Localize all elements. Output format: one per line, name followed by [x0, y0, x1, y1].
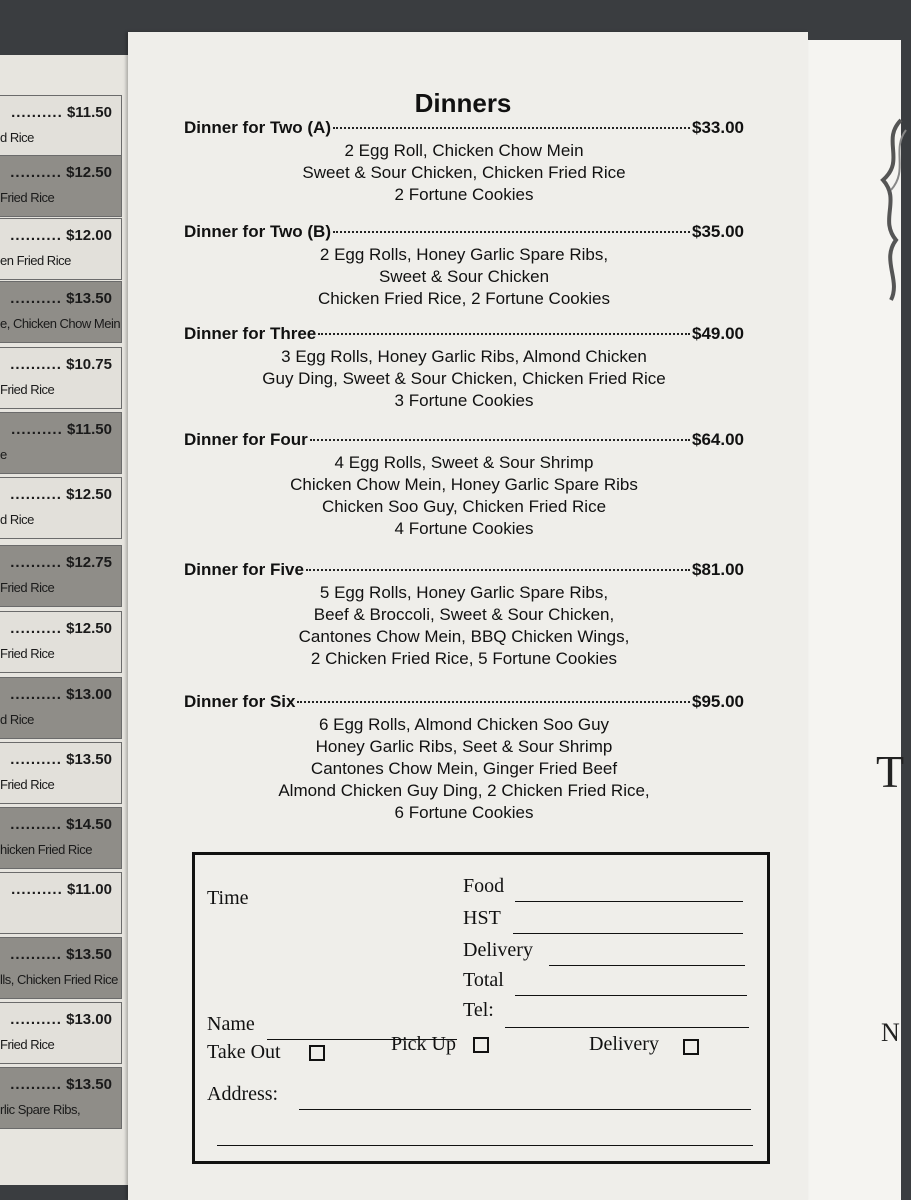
- dot-leader: ..........: [10, 554, 62, 571]
- combo-price-value: $13.50: [66, 1076, 112, 1093]
- combo-price: [0, 881, 112, 898]
- combo-description: Fried Rice: [0, 190, 55, 205]
- order-form: [192, 852, 770, 1164]
- dot-leader: ..........: [10, 290, 62, 307]
- combo-description: hicken Fried Rice: [0, 842, 92, 857]
- food-label: Food: [463, 875, 505, 897]
- dot-leader: ..........: [10, 751, 62, 768]
- combo-item: [0, 1067, 122, 1129]
- combo-description: rlic Spare Ribs,: [0, 1102, 81, 1117]
- dinner-contents: [184, 714, 744, 824]
- dinner-item-line: Guy Ding, Sweet & Sour Chicken, Chicken Fried Rice: [262, 369, 666, 388]
- delivery-fee-line[interactable]: [549, 965, 745, 966]
- dinner-item-line: Beef & Broccoli, Sweet & Sour Chicken,: [313, 605, 615, 624]
- dinners-menu-panel: [128, 32, 808, 1200]
- dinner-price: $64.00: [692, 430, 744, 449]
- combo-item: [0, 742, 122, 804]
- combo-price: [0, 620, 112, 637]
- address-label: Address:: [207, 1083, 279, 1105]
- combo-description: Fried Rice: [0, 1037, 55, 1052]
- combo-price: [0, 290, 112, 307]
- dinner-header: [184, 560, 744, 580]
- dinner-item-line: Sweet & Sour Chicken: [378, 267, 550, 286]
- dinner-item-line: Sweet & Sour Chicken, Chicken Fried Rice: [302, 163, 626, 182]
- combo-item: [0, 95, 122, 157]
- dot-leader: ..........: [10, 486, 62, 503]
- dinner-header: [184, 118, 744, 138]
- dinner-item-line: Cantones Chow Mein, Ginger Fried Beef: [310, 759, 618, 778]
- combo-item: [0, 412, 122, 474]
- combo-price: [0, 751, 112, 768]
- dinner-item: [184, 430, 744, 540]
- time-label: Time: [207, 887, 249, 909]
- dot-leader: ..........: [11, 104, 63, 121]
- dinner-price: $49.00: [692, 324, 744, 343]
- dot-leader: ..........: [10, 164, 62, 181]
- dinner-item-line: Almond Chicken Guy Ding, 2 Chicken Fried Rice,: [278, 781, 650, 800]
- combo-description: e, Chicken Chow Mein: [0, 316, 121, 331]
- combo-price-value: $11.50: [66, 104, 112, 121]
- dinner-name: Dinner for Five: [184, 560, 304, 579]
- combo-item: [0, 545, 122, 607]
- dinner-item-line: 5 Egg Rolls, Honey Garlic Spare Ribs,: [319, 583, 609, 602]
- combo-description: lls, Chicken Fried Rice: [0, 972, 118, 987]
- combo-item: [0, 347, 122, 409]
- dot-leader: ..........: [10, 816, 62, 833]
- combo-item: [0, 477, 122, 539]
- combo-price-value: $12.50: [66, 620, 112, 637]
- combo-description: d Rice: [0, 130, 34, 145]
- dot-leader: [318, 333, 690, 335]
- combo-price: [0, 1011, 112, 1028]
- dinner-item-line: 4 Fortune Cookies: [394, 519, 534, 538]
- dinner-header: [184, 430, 744, 450]
- dinner-item-line: 6 Egg Rolls, Almond Chicken Soo Guy: [318, 715, 610, 734]
- right-panel-letter: T: [876, 746, 905, 797]
- combo-item: [0, 611, 122, 673]
- hst-label: HST: [463, 907, 501, 929]
- dot-leader: ..........: [11, 421, 63, 438]
- combo-price-value: $13.50: [66, 751, 112, 768]
- dinner-item: [184, 324, 744, 412]
- dinner-name: Dinner for Two (A): [184, 118, 331, 137]
- dot-leader: ..........: [10, 1011, 62, 1028]
- combo-item: [0, 155, 122, 217]
- dot-leader: ..........: [10, 356, 62, 373]
- combo-description: e: [0, 447, 7, 462]
- dinner-item-line: 3 Egg Rolls, Honey Garlic Ribs, Almond Chicken: [281, 347, 647, 366]
- combo-item: [0, 872, 122, 934]
- combo-price: [0, 686, 112, 703]
- dragon-illustration: [871, 110, 911, 310]
- dot-leader: [333, 127, 690, 129]
- combo-item: [0, 281, 122, 343]
- combo-price-value: $13.00: [66, 1011, 112, 1028]
- dinner-header: [184, 222, 744, 242]
- combo-price: [0, 104, 112, 121]
- combo-description: en Fried Rice: [0, 253, 71, 268]
- dinner-item-line: 2 Chicken Fried Rice, 5 Fortune Cookies: [310, 649, 618, 668]
- dinner-contents: [184, 140, 744, 206]
- combo-price: [0, 816, 112, 833]
- combo-price: [0, 946, 112, 963]
- address-line[interactable]: [299, 1109, 751, 1110]
- combo-price: [0, 554, 112, 571]
- dot-leader: ..........: [10, 1076, 62, 1093]
- dot-leader: [310, 439, 690, 441]
- combo-description: Fried Rice: [0, 777, 55, 792]
- total-label: Total: [463, 969, 504, 991]
- dinner-name: Dinner for Four: [184, 430, 308, 449]
- tel-label: Tel:: [463, 999, 494, 1021]
- dinner-item-line: 2 Fortune Cookies: [394, 185, 534, 204]
- combo-price: [0, 421, 112, 438]
- combo-price: [0, 356, 112, 373]
- dinner-item-line: 2 Egg Roll, Chicken Chow Mein: [344, 141, 584, 160]
- dinner-name: Dinner for Six: [184, 692, 296, 711]
- dinner-name: Dinner for Two (B): [184, 222, 331, 241]
- combo-description: Fried Rice: [0, 580, 55, 595]
- combo-price-value: $12.75: [66, 554, 112, 571]
- dinner-item-line: 4 Egg Rolls, Sweet & Sour Shrimp: [334, 453, 594, 472]
- combo-price-value: $10.75: [66, 356, 112, 373]
- dinner-item: [184, 222, 744, 310]
- combo-price: [0, 227, 112, 244]
- dinner-item-line: Honey Garlic Ribs, Seet & Sour Shrimp: [315, 737, 613, 756]
- dinner-item-line: Chicken Fried Rice, 2 Fortune Cookies: [318, 289, 610, 308]
- pick-up-checkbox[interactable]: [473, 1037, 489, 1053]
- take-out-label: Take Out: [207, 1041, 281, 1063]
- combo-description: d Rice: [0, 712, 34, 727]
- total-line[interactable]: [515, 995, 747, 996]
- dinner-item-line: Chicken Chow Mein, Honey Garlic Spare Ribs: [290, 475, 638, 494]
- dinners-heading: Dinners: [414, 88, 512, 118]
- combo-price-value: $13.00: [66, 686, 112, 703]
- combo-description: d Rice: [0, 512, 34, 527]
- combo-item: [0, 807, 122, 869]
- combo-price-value: $14.50: [66, 816, 112, 833]
- dot-leader: ..........: [10, 620, 62, 637]
- dinner-item-line: 6 Fortune Cookies: [394, 803, 534, 822]
- combo-price-value: $13.50: [66, 290, 112, 307]
- dinner-item: [184, 692, 744, 824]
- dinner-contents: [184, 346, 744, 412]
- dot-leader: [297, 701, 690, 703]
- take-out-checkbox[interactable]: [309, 1045, 325, 1061]
- combo-item: [0, 1002, 122, 1064]
- delivery-option-label: Delivery: [589, 1033, 659, 1055]
- combo-price-value: $13.50: [66, 946, 112, 963]
- delivery-fee-label: Delivery: [463, 939, 533, 961]
- dinner-item: [184, 118, 744, 206]
- combo-price: [0, 1076, 112, 1093]
- right-panel-small-letter: N: [881, 1018, 900, 1047]
- address-line-2[interactable]: [217, 1145, 753, 1146]
- delivery-checkbox[interactable]: [683, 1039, 699, 1055]
- combo-price-value: $12.00: [66, 227, 112, 244]
- dinner-contents: [184, 582, 744, 670]
- combo-price-value: $12.50: [66, 486, 112, 503]
- tel-line[interactable]: [505, 1027, 749, 1028]
- dinner-item-line: Chicken Soo Guy, Chicken Fried Rice: [321, 497, 607, 516]
- dinner-item-line: 2 Egg Rolls, Honey Garlic Spare Ribs,: [319, 245, 609, 264]
- combo-description: Fried Rice: [0, 382, 55, 397]
- combo-price-value: $11.50: [66, 421, 112, 438]
- dinner-header: [184, 324, 744, 344]
- dinner-price: $35.00: [692, 222, 744, 241]
- dinner-price: $81.00: [692, 560, 744, 579]
- food-line[interactable]: [515, 901, 743, 902]
- left-menu-panel: [0, 55, 128, 1185]
- dinner-price: $33.00: [692, 118, 744, 137]
- combo-price: [0, 486, 112, 503]
- dinner-contents: [184, 452, 744, 540]
- dot-leader: [333, 231, 690, 233]
- hst-line[interactable]: [513, 933, 743, 934]
- combo-item: [0, 677, 122, 739]
- dinner-price: $95.00: [692, 692, 744, 711]
- name-label: Name: [207, 1013, 255, 1035]
- combo-item: [0, 218, 122, 280]
- dinner-item-line: 3 Fortune Cookies: [394, 391, 534, 410]
- dot-leader: [306, 569, 690, 571]
- dinner-name: Dinner for Three: [184, 324, 317, 343]
- combo-description: Fried Rice: [0, 646, 55, 661]
- dinner-contents: [184, 244, 744, 310]
- dot-leader: ..........: [11, 881, 63, 898]
- dinner-item: [184, 560, 744, 670]
- combo-price: [0, 164, 112, 181]
- dinner-header: [184, 692, 744, 712]
- pick-up-label: Pick Up: [391, 1033, 456, 1055]
- combo-price-value: $12.50: [66, 164, 112, 181]
- dinner-item-line: Cantones Chow Mein, BBQ Chicken Wings,: [298, 627, 630, 646]
- dot-leader: ..........: [10, 227, 62, 244]
- dot-leader: ..........: [10, 686, 62, 703]
- combo-price-value: $11.00: [66, 881, 112, 898]
- combo-item: [0, 937, 122, 999]
- dot-leader: ..........: [10, 946, 62, 963]
